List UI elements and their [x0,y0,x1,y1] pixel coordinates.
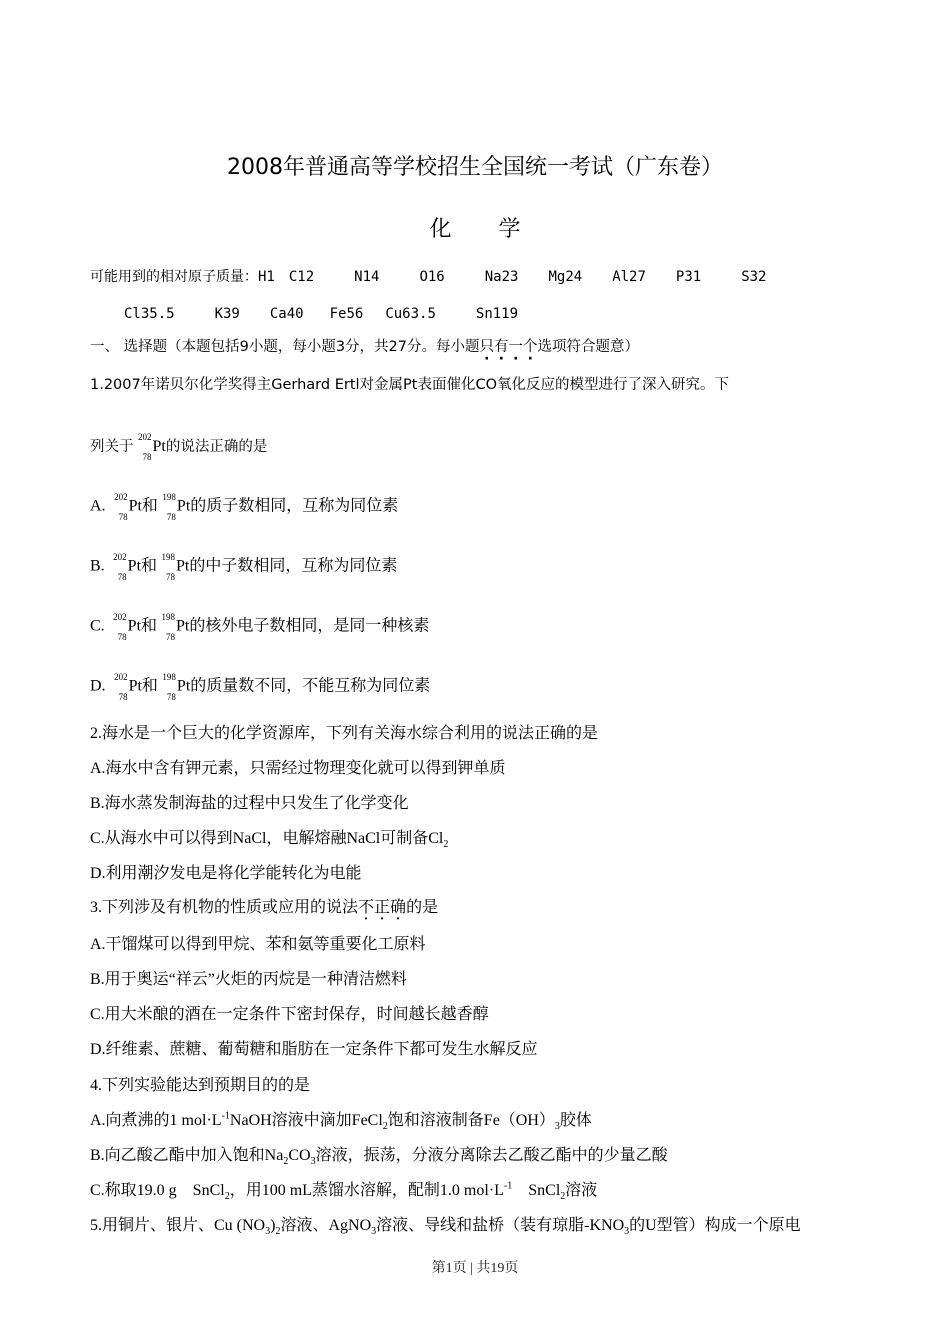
mass-o: O16 [419,269,445,285]
isotope-pt198: 198 78 [161,552,176,582]
element-symbol: Pt [176,557,190,575]
section-heading-post: 选项符合题意） [537,339,640,355]
option-text: C.从海水中可以得到NaCl，电解熔融NaCl可制备Cl [90,830,444,847]
subscript: 3 [265,1226,271,1238]
mass-h: H1 [258,269,275,285]
emphasis-char: 不 [358,899,375,916]
q2-option-d: D.利用潮汐发电是将化学能转化为电能 [90,865,362,882]
element-symbol: Pt [176,617,190,635]
subscript: 2 [382,1121,388,1133]
option-text: 的质子数相同，互称为同位素 [190,497,399,515]
isotope-pt202: 202 78 [114,672,128,702]
text-run: ) [270,1217,276,1234]
mass-mg: Mg24 [548,269,583,285]
exam-title: 2008年普通高等学校招生全国统一考试（广东卷） [227,155,723,180]
q3-option-c: C.用大米酿的酒在一定条件下密封保存，时间越长越香醇 [90,1006,489,1023]
subscript: 3 [554,1121,560,1133]
mass-c: C12 [288,269,315,285]
q1-stem-pre: 列关于 [90,439,134,455]
mass-p: P31 [675,269,702,285]
option-letter: A. [90,497,106,515]
isotope-pt202: 202 78 [113,612,127,642]
isotope-pt202: 202 78 [113,552,127,582]
q2-option-c [90,829,448,849]
element-symbol: Pt [176,677,191,695]
text-run: 胶体 [559,1112,592,1129]
mass-sn: Sn119 [475,306,519,322]
section-heading [90,337,639,357]
element-symbol: Pt [128,497,142,515]
text-run: 溶液、导线和盐桥（装有琼脂-KNO [376,1217,625,1234]
q3-stem-pre: 3.下列涉及有机物的性质或应用的说法 [90,899,359,916]
section-heading-pre: 一、 选择题（本题包括9小题，每小题3分，共27分。每小题 [90,339,480,355]
mass-s: S32 [741,269,767,285]
mass-k: K39 [214,306,240,322]
subject-heading [0,212,950,243]
element-symbol: Pt [127,557,142,575]
q1-option-d [90,672,430,702]
element-symbol: Pt [128,677,142,695]
q1-option-a [90,492,398,522]
emphasis-char: 确 [390,899,407,916]
atomic-masses-row-2 [124,304,546,324]
text-run: 5.用铜片、银片、Cu (NO [90,1217,266,1234]
text-run: 的U型管）构成一个原电 [629,1217,801,1234]
option-text: 的质量数不同，不能互称为同位素 [190,677,431,695]
mass-cl: Cl35.5 [124,306,175,322]
subscript: 3 [310,1156,316,1168]
text-run: 溶液，振荡，分液分离除去乙酸乙酯中的少量乙酸 [315,1147,668,1164]
q1-stem-line-1: 1.2007年诺贝尔化学奖得主Gerhard Ertl对金属Pt表面催化CO氧化反应的模型进行了深入研究。下 [90,377,729,393]
atomic-masses-row-1 [90,267,795,287]
mass-al: Al27 [612,269,646,285]
element-symbol: Pt [176,497,191,515]
conjunction: 和 [141,677,158,695]
q1-stem-line-2 [90,432,267,462]
q2-option-a: A.海水中含有钾元素，只需经过物理变化就可以得到钾单质 [90,760,506,777]
subscript: 2 [443,839,449,851]
conjunction: 和 [141,557,158,575]
subscript: 2 [560,1191,566,1203]
text-run: CO [288,1147,311,1164]
subscript: 2 [283,1156,289,1168]
q3-stem-post: 的是 [406,899,439,916]
q3-stem [90,898,438,918]
q3-option-a: A.干馏煤可以得到甲烷、苯和氨等重要化工原料 [90,936,426,953]
q4-option-c [90,1181,597,1201]
conjunction: 和 [141,617,158,635]
option-letter: C. [90,617,105,635]
emphasis-char: 一 [508,339,524,355]
isotope-pt198: 198 78 [162,672,176,702]
option-letter: D. [90,677,106,695]
text-run: 饱和溶液制备Fe（OH） [387,1112,555,1129]
emphasis-char: 个 [523,339,538,355]
element-symbol: Pt [152,438,166,455]
page-footer: 第1页 | 共19页 [431,1261,519,1276]
text-run: 溶液 [565,1182,598,1199]
mass-fe: Fe56 [329,306,364,322]
subscript: 3 [624,1226,630,1238]
text-run: A.向煮沸的1 mol·L [90,1112,222,1129]
q1-option-c [90,612,429,642]
emphasis-char: 正 [374,899,391,916]
text-run: NaOH溶液中滴加FeCl [229,1112,383,1129]
emphasis-char: 有 [494,339,509,355]
mass-na: Na23 [484,269,519,285]
isotope-pt202: 202 78 [138,432,152,462]
q4-option-b [90,1146,668,1166]
subscript: 3 [371,1226,377,1238]
text-run: C.称取19.0 g SnCl [90,1182,225,1199]
superscript: -1 [221,1110,230,1122]
option-text: 的中子数相同，互称为同位素 [189,557,398,575]
subject-char-2: 学 [498,217,521,242]
q3-option-b: B.用于奥运“祥云”火炬的丙烷是一种清洁燃料 [90,971,407,988]
mass-ca: Ca40 [269,306,304,322]
text-run: ，用100 mL蒸馏水溶解，配制1.0 mol·L [229,1182,504,1199]
q1-option-b [90,552,397,582]
q4-option-a [90,1111,592,1131]
superscript: -1 [503,1180,513,1192]
text-run: B.向乙酸乙酯中加入饱和Na [90,1147,284,1164]
isotope-pt198: 198 78 [161,612,176,642]
subscript: 2 [224,1191,230,1203]
mass-cu: Cu63.5 [385,306,436,322]
text-run: 溶液、AgNO [280,1217,372,1234]
option-text: 的核外电子数相同，是同一种核素 [189,617,430,635]
q3-option-d: D.纤维素、蔗糖、葡萄糖和脂肪在一定条件下都可发生水解反应 [90,1041,538,1058]
q2-stem: 2.海水是一个巨大的化学资源库，下列有关海水综合利用的说法正确的是 [90,725,599,742]
q5-stem [90,1216,801,1236]
subject-char-1: 化 [429,217,452,242]
q1-stem-post: 的说法正确的是 [165,439,268,455]
option-letter: B. [90,557,105,575]
element-symbol: Pt [127,617,142,635]
text-run: SnCl [512,1182,561,1199]
q4-stem: 4.下列实验能达到预期目的的是 [90,1077,311,1094]
atomic-masses-label: 可能用到的相对原子质量： [90,269,258,285]
q2-option-b: B.海水蒸发制海盐的过程中只发生了化学变化 [90,795,409,812]
emphasis-char: 只 [479,339,495,355]
mass-n: N14 [354,269,380,285]
conjunction: 和 [141,497,158,515]
isotope-pt202: 202 78 [114,492,128,522]
isotope-pt198: 198 78 [162,492,176,522]
subscript: 2 [275,1226,281,1238]
